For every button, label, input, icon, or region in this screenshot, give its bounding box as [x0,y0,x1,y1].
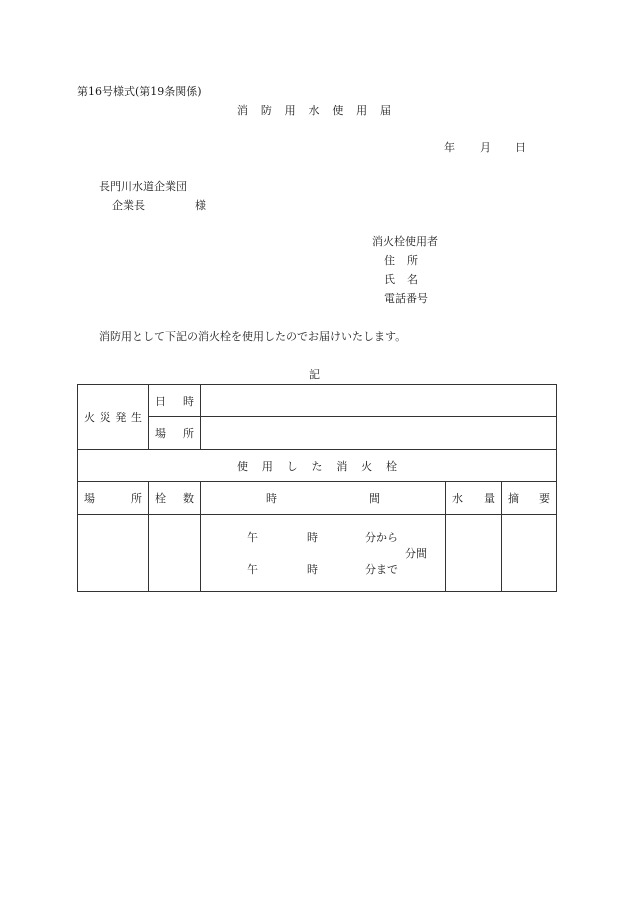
label-char: 量 [484,492,495,505]
end-hour-label: 時 [307,563,318,576]
label-char: 要 [539,492,551,505]
time-entry-cell[interactable] [201,515,446,592]
end-am-label: 午 [247,563,258,576]
place-value-cell[interactable] [201,417,557,450]
heading-char: 消 [336,459,348,473]
applicant-address-label [384,255,418,266]
label-char: 数 [183,492,194,505]
heading-char: 使 [237,459,248,473]
start-hour-label: 時 [307,531,318,544]
label-char: 災 [99,411,111,424]
label-char: 間 [369,492,380,505]
label-char: 所 [131,492,142,505]
end-min-label: 分まで [365,563,398,576]
label-char: 水 [452,492,463,505]
datetime-label-cell [149,385,201,417]
remarks-entry-cell[interactable] [502,515,557,592]
volume-entry-cell[interactable] [446,515,502,592]
label-char: 住 [384,254,395,267]
hydrant-used-heading-cell [78,450,557,482]
title-char: 消 [237,104,248,117]
col-header-time [201,482,446,515]
start-am-label: 午 [247,531,258,544]
datetime-value-cell[interactable] [201,385,557,417]
title-char: 用 [284,104,296,117]
applicant-name-label [384,274,418,285]
label-char: 所 [183,427,194,440]
place-label-cell [149,417,201,450]
label-char: 日 [155,394,166,408]
title-char: 届 [379,104,391,117]
col-header-count [149,482,201,515]
label-char: 場 [155,427,166,440]
label-char: 火 [84,411,95,424]
date-day-label: 日 [515,141,526,154]
label-char: 発 [115,411,127,424]
label-char: 所 [407,254,418,267]
applicant-phone-label: 電話番号 [384,292,428,305]
addressee-honorific: 様 [195,199,206,212]
form-number: 第16号様式(第19条関係) [77,85,202,98]
col-header-volume [446,482,502,515]
label-char: 時 [266,492,277,505]
title-char: 使 [332,104,344,117]
document-title [237,105,391,116]
start-min-label: 分から [365,531,398,544]
col-header-place [78,482,149,515]
applicant-role: 消火栓使用者 [372,235,438,248]
body-text: 消防用として下記の消火栓を使用したのでお届けいたします。 [99,330,407,343]
label-char: 時 [183,394,194,408]
label-char: 名 [407,273,418,286]
addressee-org: 長門川水道企業団 [99,180,187,193]
label-char: 氏 [384,273,395,286]
label-char: 栓 [155,492,166,505]
col-header-remarks [502,482,557,515]
heading-char: 栓 [385,459,397,473]
addressee-head: 企業長 [112,199,145,212]
title-char: 防 [260,104,272,117]
count-entry-cell[interactable] [149,515,201,592]
heading-char: 火 [361,459,373,473]
heading-char: た [311,459,323,473]
title-char: 水 [308,104,320,117]
hydrant-usage-table [77,384,557,592]
duration-label: 分間 [405,547,427,560]
heading-char: 用 [261,459,273,473]
title-char: 用 [356,104,368,117]
place-entry-cell[interactable] [78,515,149,592]
fire-occurrence-label-cell [78,385,149,450]
label-char: 場 [84,492,95,505]
date-year-label: 年 [444,141,455,154]
note-heading: 記 [309,368,320,381]
date-month-label: 月 [480,141,491,154]
heading-char: し [286,459,298,473]
label-char: 生 [130,411,142,424]
label-char: 摘 [508,492,519,505]
